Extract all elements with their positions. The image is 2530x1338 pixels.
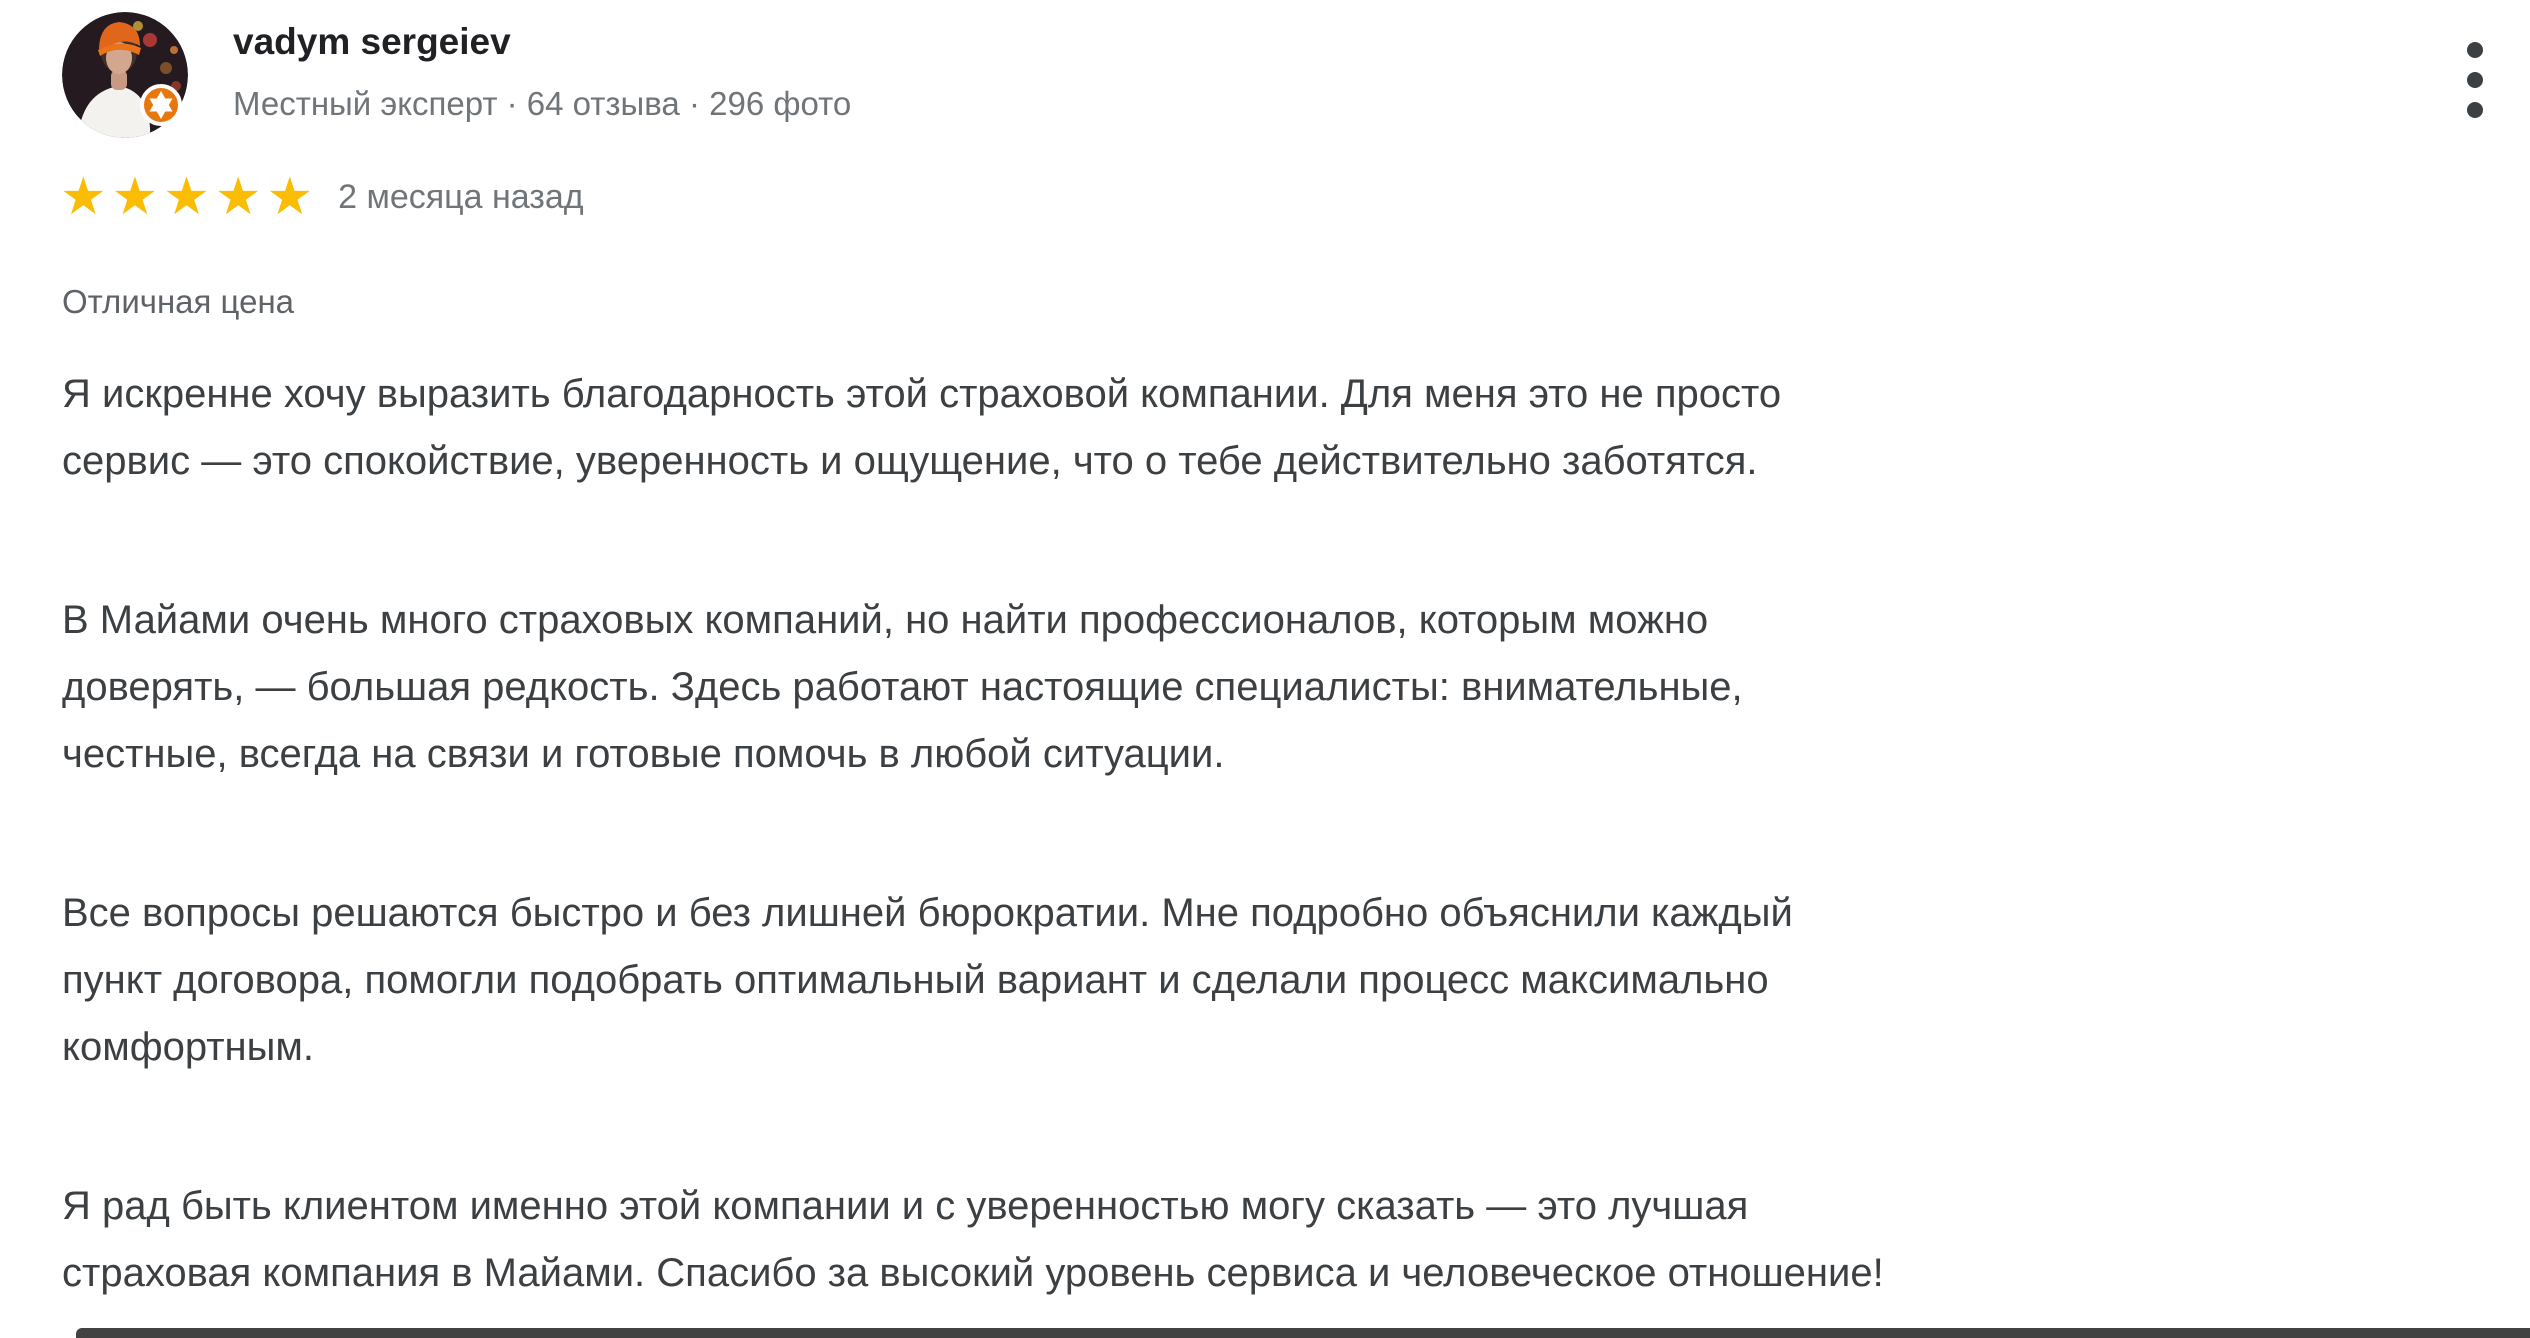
review-paragraph bbox=[62, 587, 2510, 788]
star-icon: ★ bbox=[214, 167, 267, 227]
review-text-line: Я искренне хочу выразить благодарность этой страховой компании. Для меня это не просто bbox=[62, 372, 1782, 416]
reviewer-meta: Местный эксперт · 64 отзыва · 296 фото bbox=[233, 85, 852, 122]
star-icon: ★ bbox=[60, 167, 112, 227]
review-text-line: Я рад быть клиентом именно этой компании и с уверенностью могу сказать — это лучшая bbox=[62, 1184, 1749, 1228]
bottom-divider-bar bbox=[76, 1328, 2530, 1338]
review-text-line: доверять, — большая редкость. Здесь работают настоящие специалисты: внимательные, bbox=[62, 665, 1743, 709]
review-text-line: сервис — это спокойствие, уверенность и ощущение, что о тебе действительно заботятся. bbox=[62, 439, 1758, 483]
review-paragraph bbox=[62, 361, 2510, 495]
review-text-line: страховая компания в Майами. Спасибо за высокий уровень сервиса и человеческое отношение! bbox=[62, 1251, 1884, 1295]
review-text bbox=[62, 361, 2510, 1338]
reviewer-name[interactable]: vadym sergeiev bbox=[233, 21, 511, 62]
review-paragraph bbox=[62, 880, 2510, 1081]
review-text-line: В Майами очень много страховых компаний, но найти профессионалов, которым можно bbox=[62, 598, 1709, 642]
review-date: 2 месяца назад bbox=[338, 177, 584, 216]
review-text-line: пункт договора, помогли подобрать оптимальный вариант и сделали процесс максимально bbox=[62, 958, 1769, 1002]
more-options-button[interactable] bbox=[2440, 22, 2510, 138]
review-text-line: Все вопросы решаются быстро и без лишней бюрократии. Мне подробно объяснили каждый bbox=[62, 891, 1793, 935]
star-icon: ★ bbox=[111, 167, 164, 227]
star-icon: ★ bbox=[163, 167, 215, 227]
review-text-line: честные, всегда на связи и готовые помочь в любой ситуации. bbox=[62, 732, 1225, 776]
local-guide-badge-icon bbox=[139, 83, 183, 127]
rating-row bbox=[60, 168, 584, 226]
review-title: Отличная цена bbox=[62, 283, 295, 320]
avatar[interactable] bbox=[62, 12, 188, 138]
star-icon: ★ bbox=[266, 167, 319, 227]
review-text-line: комфортным. bbox=[62, 1025, 314, 1069]
review-paragraph bbox=[62, 1173, 2510, 1307]
star-rating bbox=[60, 168, 318, 226]
more-options-icon bbox=[2467, 42, 2483, 118]
